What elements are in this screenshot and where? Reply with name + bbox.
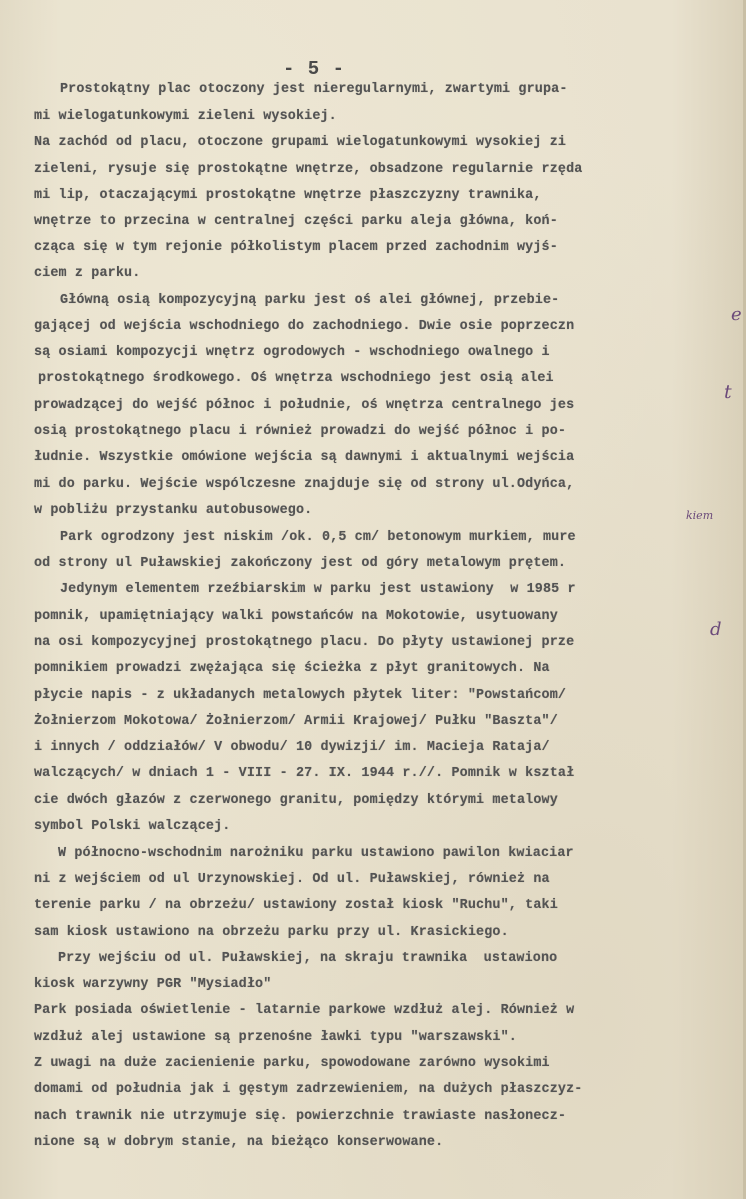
text-line: Park ogrodzony jest niskim /ok. 0,5 cm/ betonowym murkiem, mure [60,530,576,545]
page-number: - 5 - [283,58,346,80]
text-line: w pobliżu przystanku autobusowego. [34,503,313,518]
text-line: sam kiosk ustawiono na obrzeżu parku przy ul. Krasickiego. [34,925,509,940]
text-line: mi do parku. Wejście wspólczesne znajduje się od strony ul.Odyńca, [34,477,575,492]
text-line: cie dwóch głazów z czerwonego granitu, pomiędzy którymi metalowy [34,793,558,808]
text-line: symbol Polski walczącej. [34,819,231,834]
text-line: nione są w dobrym stanie, na bieżąco konserwowane. [34,1135,444,1150]
text-line: nach trawnik nie utrzymuje się. powierzchnie trawiaste nasłonecz- [34,1109,567,1124]
text-line: mi lip, otaczającymi prostokątne wnętrze płaszczyzny trawnika, [34,188,542,203]
text-line: zieleni, rysuje się prostokątne wnętrze, obsadzone regularnie rzęda [34,162,583,177]
text-line: prostokątnego środkowego. Oś wnętrza wschodniego jest osią alei [38,371,554,386]
text-line: i innych / oddziałów/ V obwodu/ 10 dywizji/ im. Macieja Rataja/ [34,740,550,755]
text-line: łudnie. Wszystkie omówione wejścia są dawnymi i aktualnymi wejścia [34,450,575,465]
text-line: Żołnierzom Mokotowa/ Żołnierzom/ Armii Krajowej/ Pułku "Baszta"/ [34,714,558,729]
text-line: wzdłuż alej ustawione są przenośne ławki typu "warszawski". [34,1030,517,1045]
text-line: Z uwagi na duże zacienienie parku, spowodowane zarówno wysokimi [34,1056,550,1071]
text-line: na osi kompozycyjnej prostokątnego placu. Do płyty ustawionej prze [34,635,575,650]
text-line: ni z wejściem od ul Urzynowskiej. Od ul. Puławskiej, również na [34,872,550,887]
text-line: walczących/ w dniach 1 - VIII - 27. IX. 1944 r.//. Pomnik w kształ [34,766,575,781]
text-line: prowadzącej do wejść północ i południe, oś wnętrza centralnego jes [34,398,575,413]
text-line: osią prostokątnego placu i również prowadzi do wejść północ i po- [34,424,567,439]
handwritten-correction: kiem [686,509,714,522]
text-line: wnętrze to przecina w centralnej części parku aleja główna, koń- [34,214,558,229]
text-line: są osiami kompozycji wnętrz ogrodowych - wschodniego owalnego i [34,345,550,360]
text-line: płycie napis - z układanych metalowych płytek liter: "Powstańcom/ [34,688,567,703]
text-line: Na zachód od placu, otoczone grupami wielogatunkowymi wysokiej zi [34,135,567,150]
text-line: kiosk warzywny PGR "Mysiadło" [34,977,272,992]
text-line: cząca się w tym rejonie półkolistym placem przed zachodnim wyjś- [34,240,558,255]
text-line: Prostokątny plac otoczony jest nieregularnymi, zwartymi grupa- [60,82,568,97]
text-line: mi wielogatunkowymi zieleni wysokiej. [34,109,337,124]
text-line: Główną osią kompozycyjną parku jest oś alei głównej, przebie- [60,293,560,308]
text-line: gającej od wejścia wschodniego do zachodniego. Dwie osie poprzeczn [34,319,575,334]
handwritten-correction: d [710,619,722,640]
handwritten-correction: e [731,304,742,325]
text-line: Przy wejściu od ul. Puławskiej, na skraju trawnika ustawiono [58,951,558,966]
text-line: Jedynym elementem rzeźbiarskim w parku jest ustawiony w 1985 r [60,582,576,597]
text-line: W północno-wschodnim narożniku parku ustawiono pawilon kwiaciar [58,846,574,861]
text-line: terenie parku / na obrzeżu/ ustawiony został kiosk "Ruchu", taki [34,898,558,913]
text-line: domami od południa jak i gęstym zadrzewieniem, na dużych płaszczyz- [34,1082,583,1097]
text-line: ciem z parku. [34,266,141,281]
handwritten-correction: t [724,381,732,403]
text-line: pomnik, upamiętniający walki powstańców na Mokotowie, usytuowany [34,609,558,624]
text-line: Park posiada oświetlenie - latarnie parkowe wzdłuż alej. Również w [34,1003,575,1018]
text-line: pomnikiem prowadzi zwężająca się ścieżka z płyt granitowych. Na [34,661,550,676]
text-line: od strony ul Puławskiej zakończony jest od góry metalowym prętem. [34,556,567,571]
